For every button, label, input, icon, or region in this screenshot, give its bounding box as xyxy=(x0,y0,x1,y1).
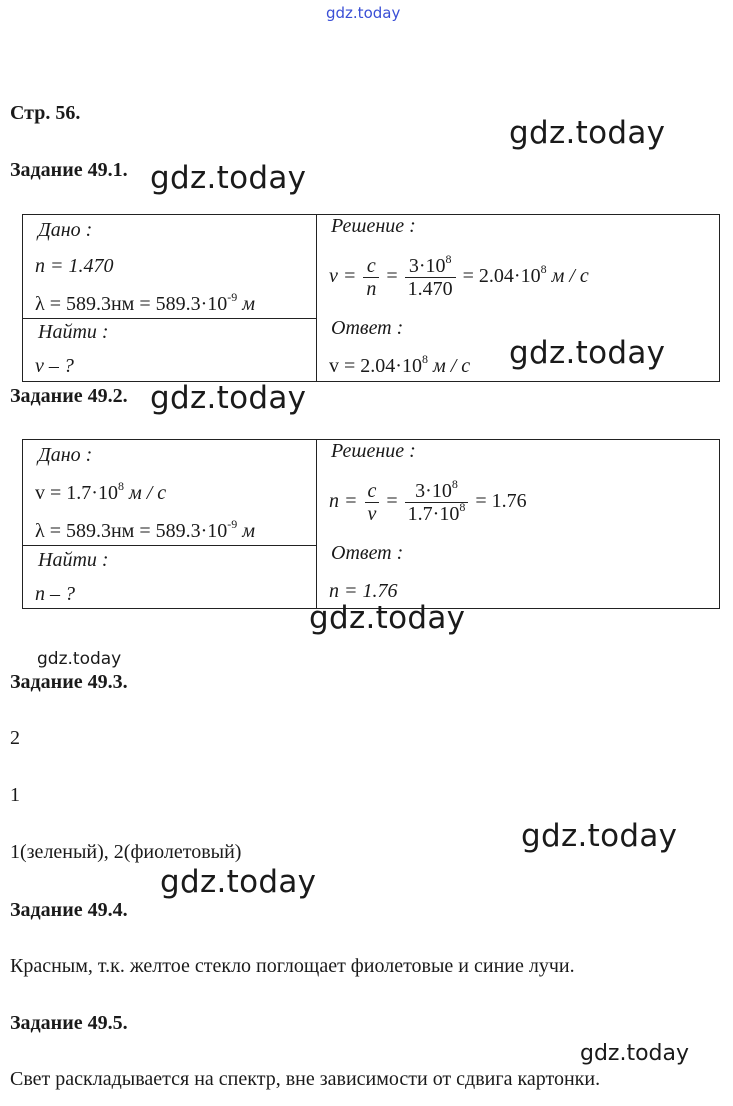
watermark: gdz.today xyxy=(580,1041,690,1066)
task-49-3-line-2: 1 xyxy=(10,784,20,806)
watermark: gdz.today xyxy=(521,818,678,854)
watermark-small: gdz.today xyxy=(37,649,122,669)
solution-formula: n = $\frac{c}{v}$ = $\frac{3\cdot 10^8}{1.7\cdot 10^8}$ = 1.76 xyxy=(329,477,527,525)
task-49-1-title: Задание 49.1. xyxy=(10,159,128,181)
find-value: v – ? xyxy=(35,355,74,377)
answer-label: Ответ : xyxy=(331,317,404,339)
solution-label: Решение : xyxy=(331,215,416,237)
task-49-5-title: Задание 49.5. xyxy=(10,1012,128,1034)
watermark: gdz.today xyxy=(160,864,317,900)
given-n: n = 1.470 xyxy=(35,255,114,277)
answer-label: Ответ : xyxy=(331,542,404,564)
watermark: gdz.today xyxy=(509,335,666,371)
solution-label: Решение : xyxy=(331,440,416,462)
find-label: Найти : xyxy=(38,321,109,343)
given-lambda: $\lambda = 589.3нм = 589.3\cdot 10^{-9}$ м xyxy=(35,517,256,542)
watermark: gdz.today xyxy=(150,380,307,416)
task-49-3-line-1: 2 xyxy=(10,727,20,749)
task-49-2-table xyxy=(22,439,720,609)
task-49-5-text: Свет раскладывается на спектр, вне зависимости от сдвига картонки. xyxy=(10,1068,601,1090)
task-49-4-text: Красным, т.к. желтое стекло поглощает фиолетовые и синие лучи. xyxy=(10,955,575,977)
given-label: Дано : xyxy=(38,219,93,241)
page-number-header: Стр. 56. xyxy=(10,102,81,124)
given-v: $v = 1.7\cdot 10^8$ м / с xyxy=(35,479,167,504)
find-label: Найти : xyxy=(38,549,109,571)
solution-formula: v = $\frac{c}{n}$ = $\frac{3\cdot 10^8}{1.470}$ = $2.04\cdot 10^8$ м / с xyxy=(329,252,589,300)
given-lambda: $\lambda = 589.3нм = 589.3\cdot 10^{-9}$ м xyxy=(35,290,256,315)
watermark: gdz.today xyxy=(309,600,466,636)
answer-value: n = 1.76 xyxy=(329,580,398,602)
given-label: Дано : xyxy=(38,444,93,466)
task-49-3-line-3: 1(зеленый), 2(фиолетовый) xyxy=(10,841,242,863)
task-49-3-title: Задание 49.3. xyxy=(10,671,128,693)
watermark: gdz.today xyxy=(150,160,307,196)
answer-value: $v = 2.04\cdot 10^8$ м / с xyxy=(329,352,471,377)
watermark-top: gdz.today xyxy=(326,4,401,22)
task-49-2-title: Задание 49.2. xyxy=(10,385,128,407)
watermark: gdz.today xyxy=(509,115,666,151)
find-value: n – ? xyxy=(35,583,75,605)
task-49-4-title: Задание 49.4. xyxy=(10,899,128,921)
